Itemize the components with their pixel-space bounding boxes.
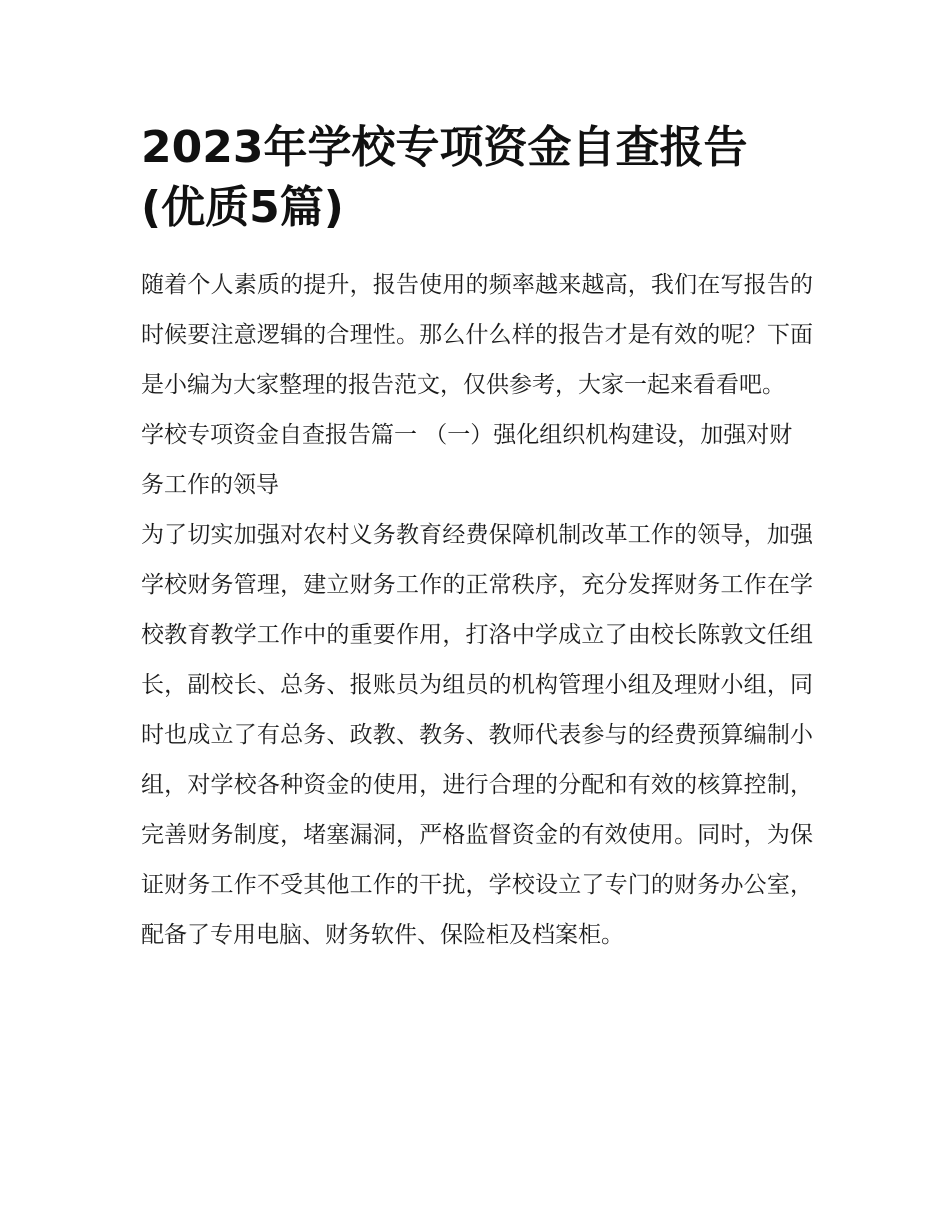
section-heading: 学校专项资金自查报告篇一 （一）强化组织机构建设，加强对财务工作的领导 bbox=[141, 422, 793, 498]
document-title-line-1: 2023年学校专项资金自查报告 bbox=[141, 122, 748, 173]
document-title-line-2: (优质5篇) bbox=[141, 182, 344, 233]
intro-paragraph: 随着个人素质的提升，报告使用的频率越来越高，我们在写报告的时候要注意逻辑的合理性。那么什么样的报告才是有效的呢？下面是小编为大家整理的报告范文，仅供参考，大家一起来看看吧。 bbox=[141, 272, 813, 398]
document-content bbox=[141, 118, 813, 960]
document-title bbox=[141, 118, 813, 238]
body-paragraph: 为了切实加强对农村义务教育经费保障机制改革工作的领导，加强学校财务管理，建立财务工作的正常秩序，充分发挥财务工作在学校教育教学工作中的重要作用，打洛中学成立了由校长陈敦文任组长，副校长、总务、报账员为组员的机构管理小组及理财小组，同时也成立了有总务、政教、教务、教师代表参与的经费预算编制小组，对学校各种资金的使用，进行合理的分配和有效的核算控制，完善财务制度，堵塞漏洞，严格监督资金的有效使用。同时，为保证财务工作不受其他工作的干扰，学校设立了专门的财务办公室，配备了专用电脑、财务软件、保险柜及档案柜。 bbox=[141, 522, 813, 948]
